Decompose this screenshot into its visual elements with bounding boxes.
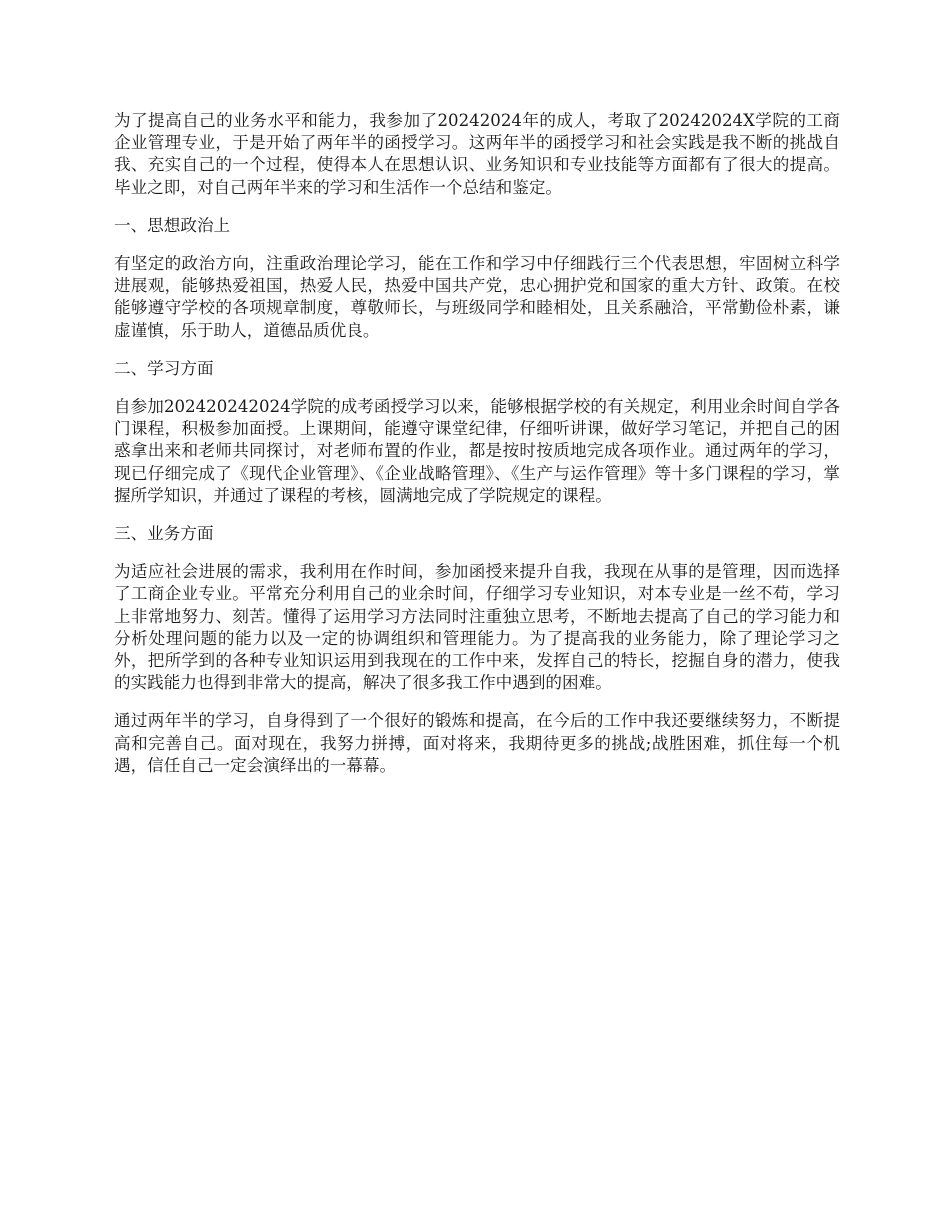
conclusion-paragraph: 通过两年半的学习，自身得到了一个很好的锻炼和提高，在今后的工作中我还要继续努力，不断提高和完善自己。面对现在，我努力拼搏，面对将来，我期待更多的挑战;战胜困难，抓住每一个机遇，信任自己一定会演绎出的一幕幕。: [114, 711, 840, 775]
section-heading-ideology: 一、思想政治上: [114, 215, 231, 235]
section-heading-business: 三、业务方面: [114, 524, 214, 544]
document-body: [114, 110, 840, 793]
business-paragraph: 为适应社会进展的需求，我利用在作时间，参加函授来提升自我，我现在从事的是管理，因而选择了工商企业专业。平常充分利用自己的业余时间，仔细学习专业知识，对本专业是一丝不苟，学习上非常地努力、刻苦。懂得了运用学习方法同时注重独立思考，不断地去提高了自己的学习能力和分析处理问题的能力以及一定的协调组织和管理能力。为了提高我的业务能力，除了理论学习之外，把所学到的各种专业知识运用到我现在的工作中来，发挥自己的特长，挖掘自身的潜力，使我的实践能力也得到非常大的提高，解决了很多我工作中遇到的困难。: [114, 562, 840, 693]
intro-paragraph: 为了提高自己的业务水平和能力，我参加了20242024年的成人，考取了20242024X学院的工商企业管理专业，于是开始了两年半的函授学习。这两年半的函授学习和社会实践是我不断的挑战自我、充实自己的一个过程，使得本人在思想认识、业务知识和专业技能等方面都有了很大的提高。毕业之即，对自己两年半来的学习和生活作一个总结和鉴定。: [114, 111, 840, 197]
study-paragraph: 自参加202420242024学院的成考函授学习以来，能够根据学校的有关规定，利用业余时间自学各门课程，积极参加面授。上课期间，能遵守课堂纪律，仔细听讲课，做好学习笔记，并把自己的困惑拿出来和老师共同探讨，对老师布置的作业，都是按时按质地完成各项作业。通过两年的学习，现已仔细完成了《现代企业管理》、《企业战略管理》、《生产与运作管理》等十多门课程的学习，掌握所学知识，并通过了课程的考核，圆满地完成了学院规定的课程。: [114, 397, 840, 505]
ideology-paragraph: 有坚定的政治方向，注重政治理论学习，能在工作和学习中仔细践行三个代表思想，牢固树立科学进展观，能够热爱祖国，热爱人民，热爱中国共产党，忠心拥护党和国家的重大方针、政策。在校能够遵守学校的各项规章制度，尊敬师长，与班级同学和睦相处，且关系融洽，平常勤俭朴素，谦虚谨慎，乐于助人，道德品质优良。: [114, 254, 840, 340]
section-heading-study: 二、学习方面: [114, 358, 214, 378]
